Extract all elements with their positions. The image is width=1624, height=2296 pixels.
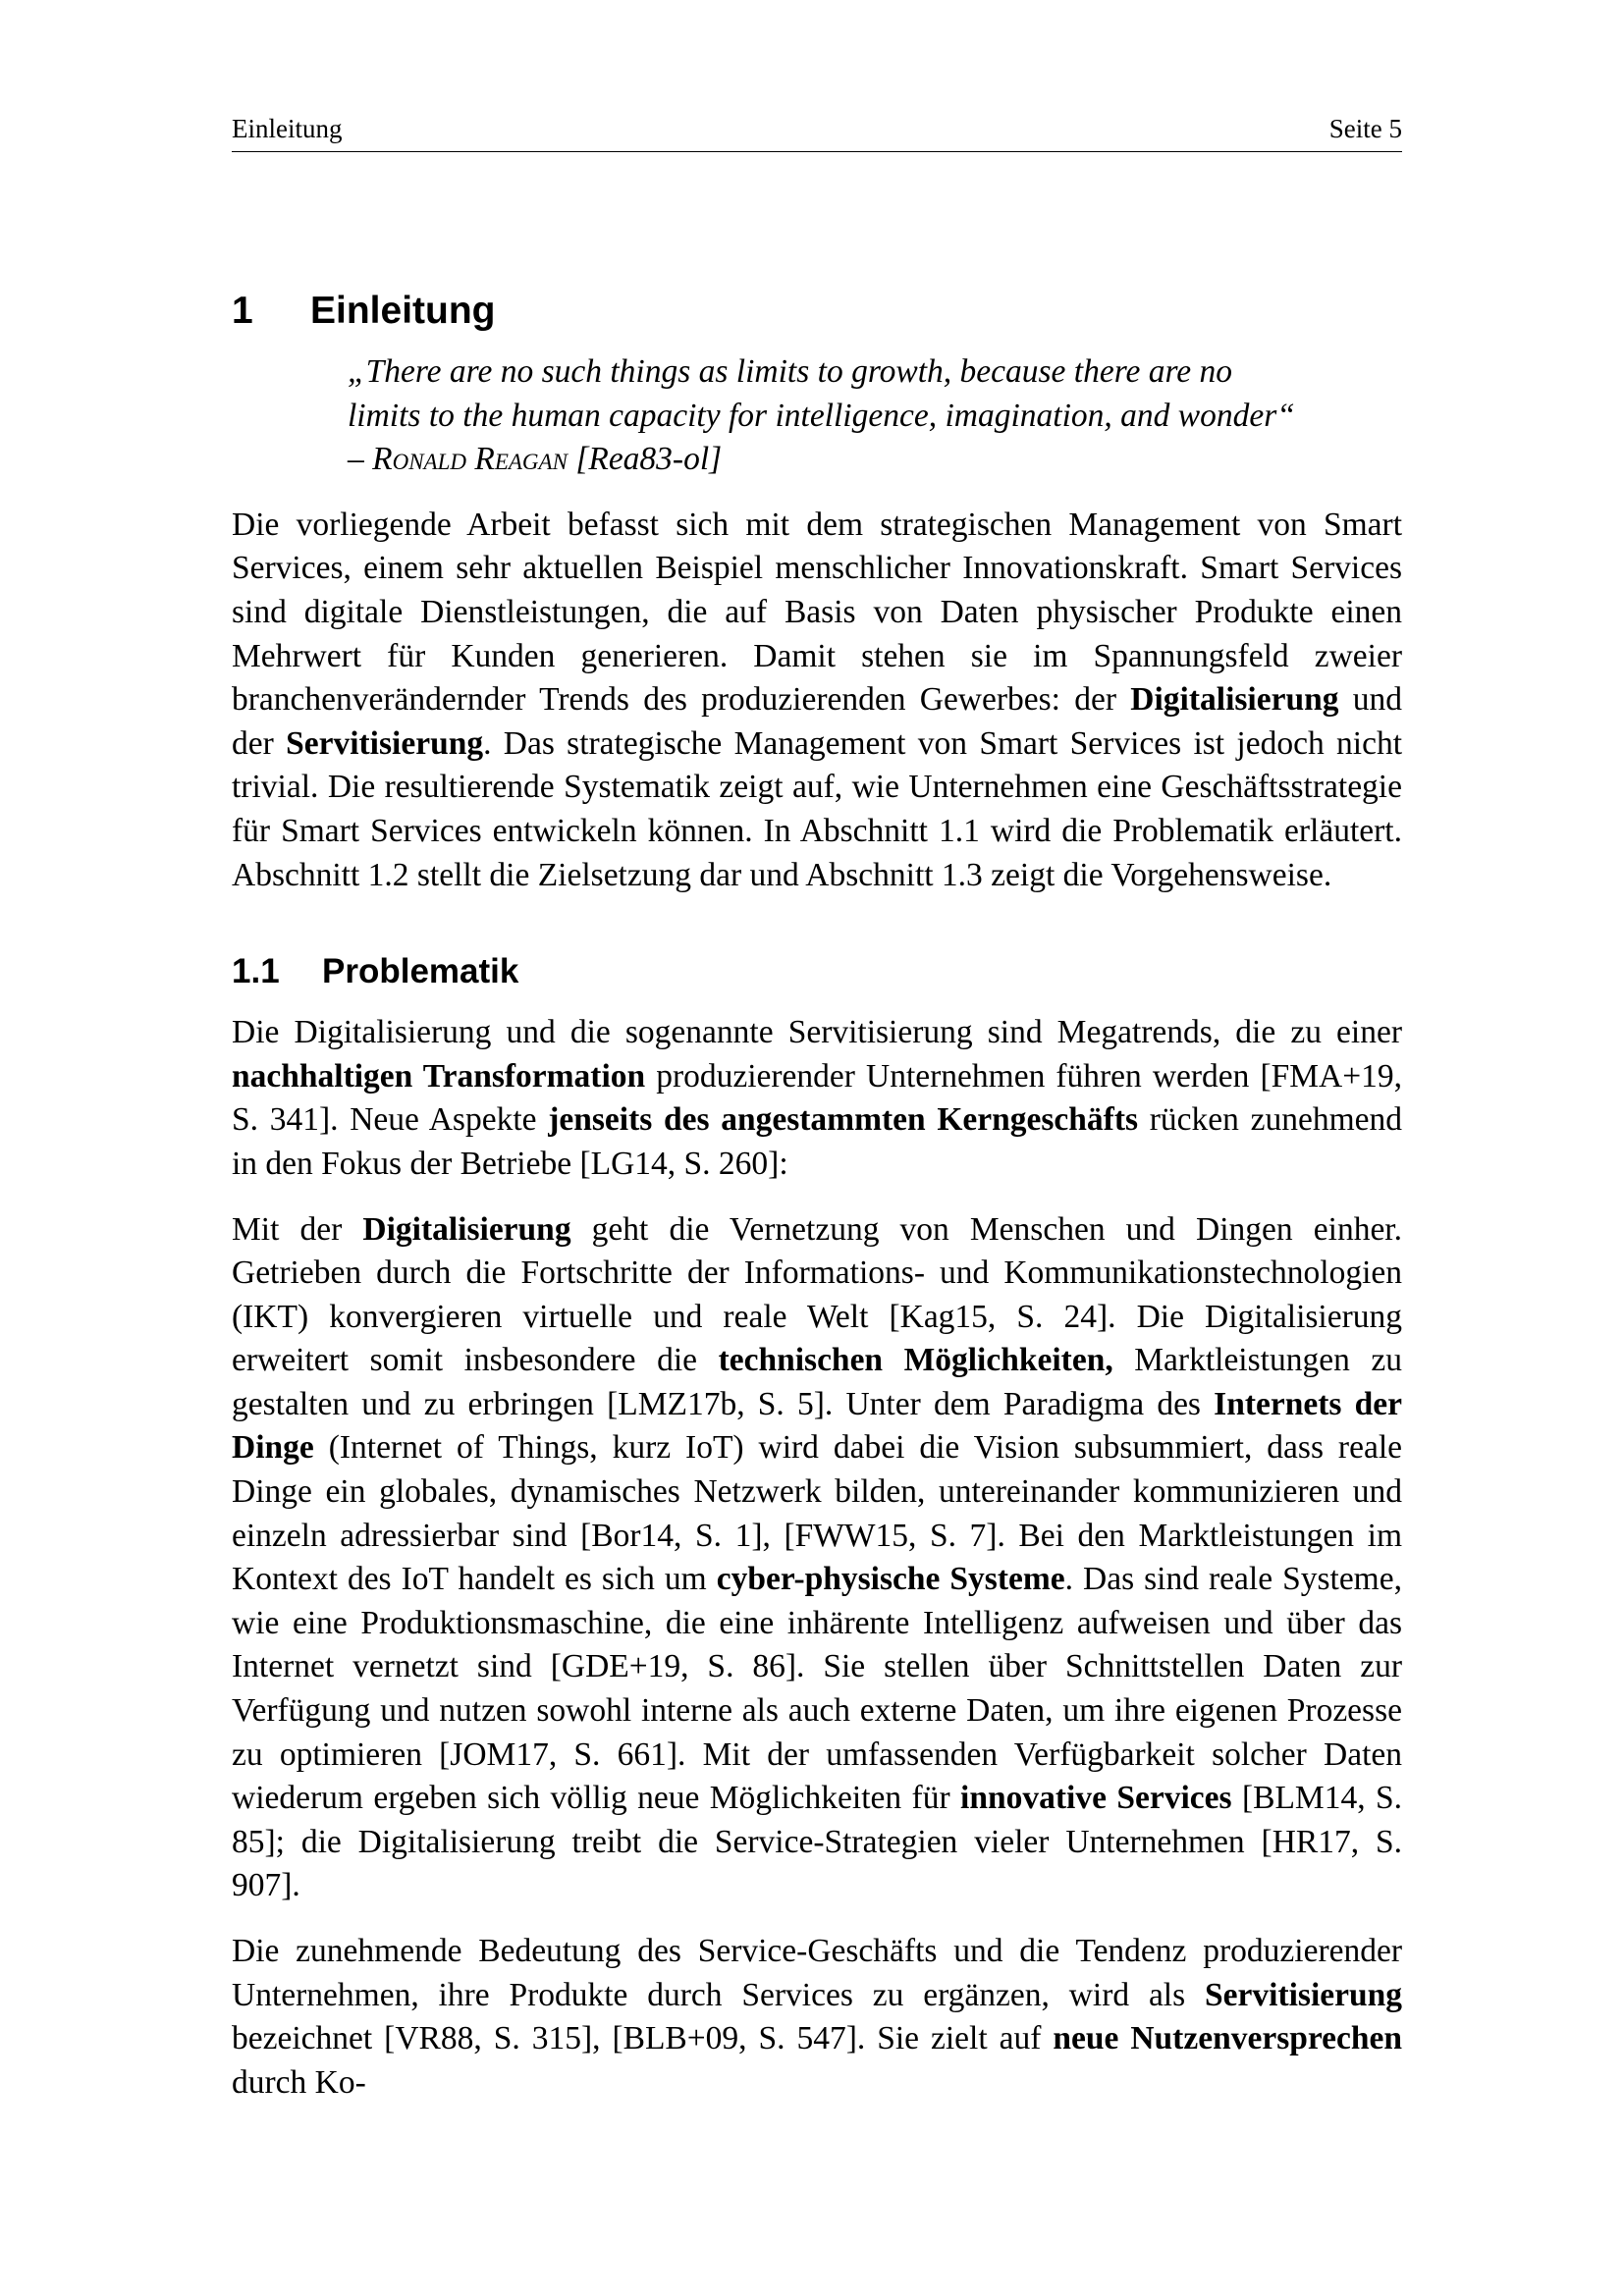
running-header xyxy=(232,112,1402,152)
section-title: Problematik xyxy=(322,952,519,991)
epigraph-attribution: – Ronald Reagan [Rea83-ol] xyxy=(348,441,723,478)
epigraph-author: Ronald Reagan xyxy=(372,441,568,478)
header-chapter-title: Einleitung xyxy=(232,114,343,143)
chapter-number: 1 xyxy=(232,290,253,332)
header-page-number: Seite 5 xyxy=(1328,114,1402,143)
problematik-paragraph-1: Die Digitalisierung und die sogenannte Servitisierung sind Megatrends, die zu einer nachhaltigen Transformation produzierender Unternehmen führen werden [FMA+19, S. 341]. Neue Aspekte jenseits des angestammten Kerngeschäfts rücken zunehmend in den Fokus der Betriebe [LG14, S. 260]: xyxy=(232,1014,1402,1182)
epigraph-citation: [Rea83-ol] xyxy=(567,441,723,478)
section-heading xyxy=(232,950,1402,993)
problematik-paragraph-2: Mit der Digitalisierung geht die Vernetzung von Menschen und Dingen einher. Getrieben durch die Fortschritte der Informations- und Kommunikationstechnologien (IKT) konvergieren virtuelle und reale Welt [Kag15, S. 24]. Die Digitalisierung erweitert somit insbesondere die technischen Möglichkeiten, Marktleistungen zu gestalten und zu erbringen [LMZ17b, S. 5]. Unter dem Paradigma des Internets der Dinge (Internet of Things, kurz IoT) wird dabei die Vision subsummiert, dass reale Dinge ein globales, dynamisches Netzwerk bilden, untereinander kommunizieren und einzeln adressierbar sind [Bor14, S. 1], [FWW15, S. 7]. Bei den Marktleistungen im Kontext des IoT handelt es sich um cyber-physische Systeme. Das sind reale Systeme, wie eine Produktionsmaschine, die eine inhärente Intelligenz aufweisen und über das Internet vernetzt sind [GDE+19, S. 86]. Sie stellen über Schnittstellen Daten zur Verfügung und nutzen sowohl interne als auch externe Daten, um ihre eigenen Prozesse zu optimieren [JOM17, S. 661]. Mit der umfassenden Verfügbarkeit solcher Daten wiederum ergeben sich völlig neue Möglichkeiten für innovative Services [BLM14, S. 85]; die Digitalisierung treibt die Service-Strategien vieler Unternehmen [HR17, S. 907]. xyxy=(232,1210,1403,1904)
epigraph-line: limits to the human capacity for intelligence, imagination, and wonder“ xyxy=(348,397,1295,434)
chapter-title: Einleitung xyxy=(310,290,496,332)
section-number: 1.1 xyxy=(232,952,280,991)
intro-paragraph: Die vorliegende Arbeit befasst sich mit dem strategischen Management von Smart Services, einem sehr aktuellen Beispiel menschlicher Innovationskraft. Smart Services sind digitale Dienstleistungen, die auf Basis von Daten physischer Produkte einen Mehrwert für Kunden generieren. Damit stehen sie im Spannungsfeld zweier branchenverändernder Trends des produzierenden Gewerbes: der Digitalisierung und der Servitisierung. Das strategische Management von Smart Services ist jedoch nicht trivial. Die resultierende Systematik zeigt auf, wie Unternehmen eine Geschäftsstrategie für Smart Services entwickeln können. In Abschnitt 1.1 wird die Problematik erläutert. Abschnitt 1.2 stellt die Zielsetzung dar und Abschnitt 1.3 zeigt die Vorgehensweise. xyxy=(232,506,1403,893)
problematik-paragraph-3: Die zunehmende Bedeutung des Service-Geschäfts und die Tendenz produzierender Unternehmen, ihre Produkte durch Services zu ergänzen, wird als Servitisierung bezeichnet [VR88, S. 315], [BLB+09, S. 547]. Sie zielt auf neue Nutzenversprechen durch Ko- xyxy=(232,1933,1402,2101)
chapter-heading xyxy=(232,288,1402,335)
epigraph-quote xyxy=(348,350,1329,482)
page-body xyxy=(232,282,1402,2105)
epigraph-line: „There are no such things as limits to growth, because there are no xyxy=(348,353,1233,390)
